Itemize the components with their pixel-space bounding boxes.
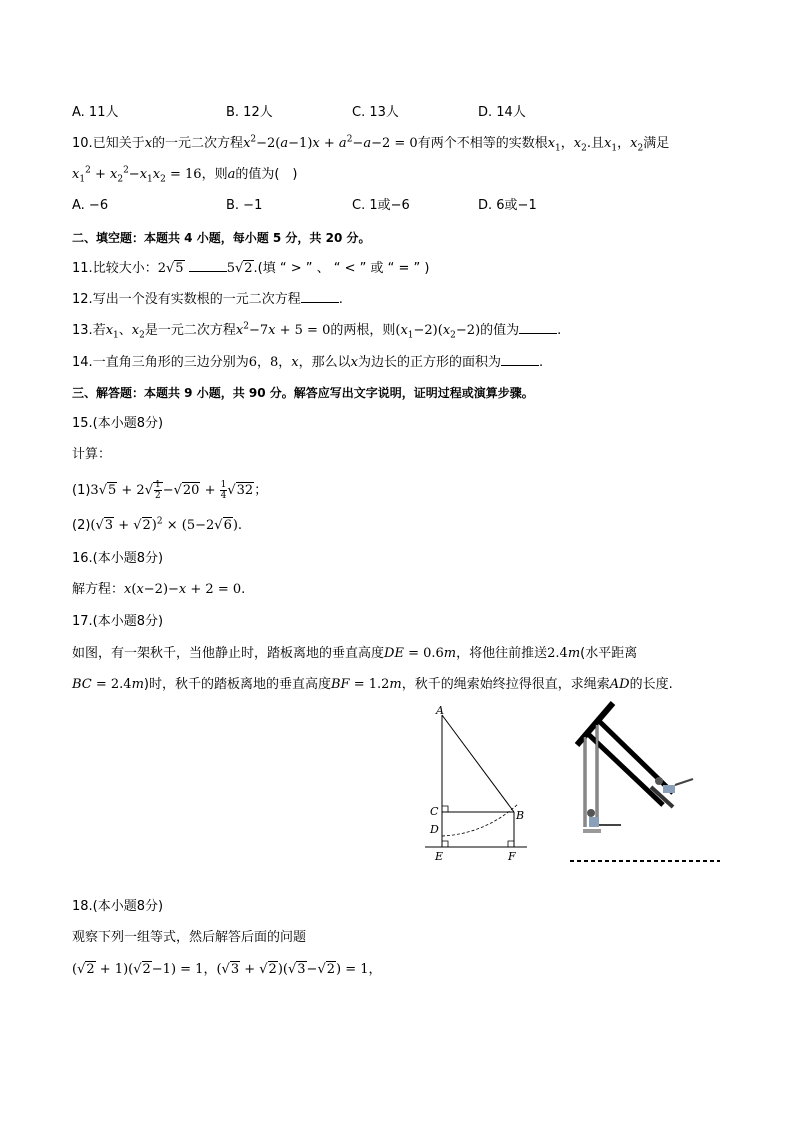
question-18-equations: (√2 + 1)(√2−1) = 1，(√3 + √2)(√3−√2) = 1， bbox=[72, 962, 382, 977]
q9-option-b: B. 12人 bbox=[226, 105, 273, 120]
q10-option-c: C. 1或−6 bbox=[352, 198, 410, 213]
question-13: 13.若$x_1$、$x_2$是一元二次方程$x^2-7x + 5 = 0$的两根，则$(x_1-2)(x_2-2)$的值为 . bbox=[72, 321, 562, 341]
question-15-header: 15.(本小题8分) bbox=[72, 416, 164, 431]
question-15-part-1: (1)3√5 + 2√ $\frac{1}{2}$ −√20 + $\frac{1}{4}$ √32； bbox=[72, 480, 268, 501]
question-16: 解方程：x(x−2)−x + 2 = 0. bbox=[72, 582, 246, 597]
question-18-intro: 观察下列一组等式，然后解答后面的问题 bbox=[72, 930, 307, 945]
answer-blank[interactable] bbox=[519, 321, 557, 334]
question-10-condition: $x_1^2 + x_2^2-x_1x_2 = 16$，则a的值为( ) bbox=[72, 165, 298, 185]
q10-option-d: D. 6或−1 bbox=[478, 198, 537, 213]
question-14: 14.一直角三角形的三边分别为6，8，x，那么以x为边长的正方形的面积为 . bbox=[72, 355, 544, 370]
q9-option-c: C. 13人 bbox=[352, 105, 399, 120]
answer-blank[interactable] bbox=[189, 259, 227, 272]
section-fill-in-heading: 二、填空题：本题共 4 小题，每小题 5 分，共 20 分。 bbox=[72, 231, 371, 245]
question-12: 12.写出一个没有实数根的一元二次方程 . bbox=[72, 292, 343, 307]
answer-blank[interactable] bbox=[501, 353, 539, 366]
label-f: F bbox=[508, 850, 516, 863]
label-a: A bbox=[436, 704, 444, 717]
question-15-part-2: $(2)(√3 + √2)^2 \times (5-2√6)$. bbox=[72, 516, 243, 533]
question-11: 11.比较大小：2√5 5√2.(填 “ > ” 、 “ < ” 或 “ = ” ) bbox=[72, 261, 430, 276]
q10-option-b: B. −1 bbox=[226, 198, 263, 213]
question-15-intro: 计算： bbox=[72, 447, 112, 462]
question-17-line-2: BC = 2.4m)时，秋千的踏板离地的垂直高度BF = 1.2m，秋千的绳索始终拉得很直，求绳索AD的长度. bbox=[72, 677, 673, 692]
answer-blank[interactable] bbox=[301, 290, 339, 303]
question-18-header: 18.(本小题8分) bbox=[72, 899, 164, 914]
q9-option-a: A. 11人 bbox=[72, 105, 119, 120]
swing-illustration bbox=[565, 695, 725, 870]
section-solve-heading: 三、解答题：本题共 9 小题，共 90 分。解答应写出文字说明，证明过程或演算步骤。 bbox=[72, 386, 534, 400]
swing-geometry-diagram bbox=[420, 700, 540, 870]
question-10: 10.已知关于x的一元二次方程$x^2-2(a-1)x + a^2-a-2 = 0$有两个不相等的实数根$x_1$，$x_2$.且$x_1$，$x_2$满足 bbox=[72, 134, 670, 154]
question-16-header: 16.(本小题8分) bbox=[72, 551, 164, 566]
question-17-header: 17.(本小题8分) bbox=[72, 614, 164, 629]
q10-option-a: A. −6 bbox=[72, 198, 109, 213]
label-e: E bbox=[435, 850, 444, 863]
question-17-line-1: 如图，有一架秋千，当他静止时，踏板离地的垂直高度DE = 0.6m，将他往前推送2.4m(水平距离 bbox=[72, 646, 638, 661]
q9-option-d: D. 14人 bbox=[478, 105, 526, 120]
label-d: D bbox=[430, 823, 439, 836]
label-b: B bbox=[516, 809, 525, 822]
label-c: C bbox=[430, 805, 439, 818]
